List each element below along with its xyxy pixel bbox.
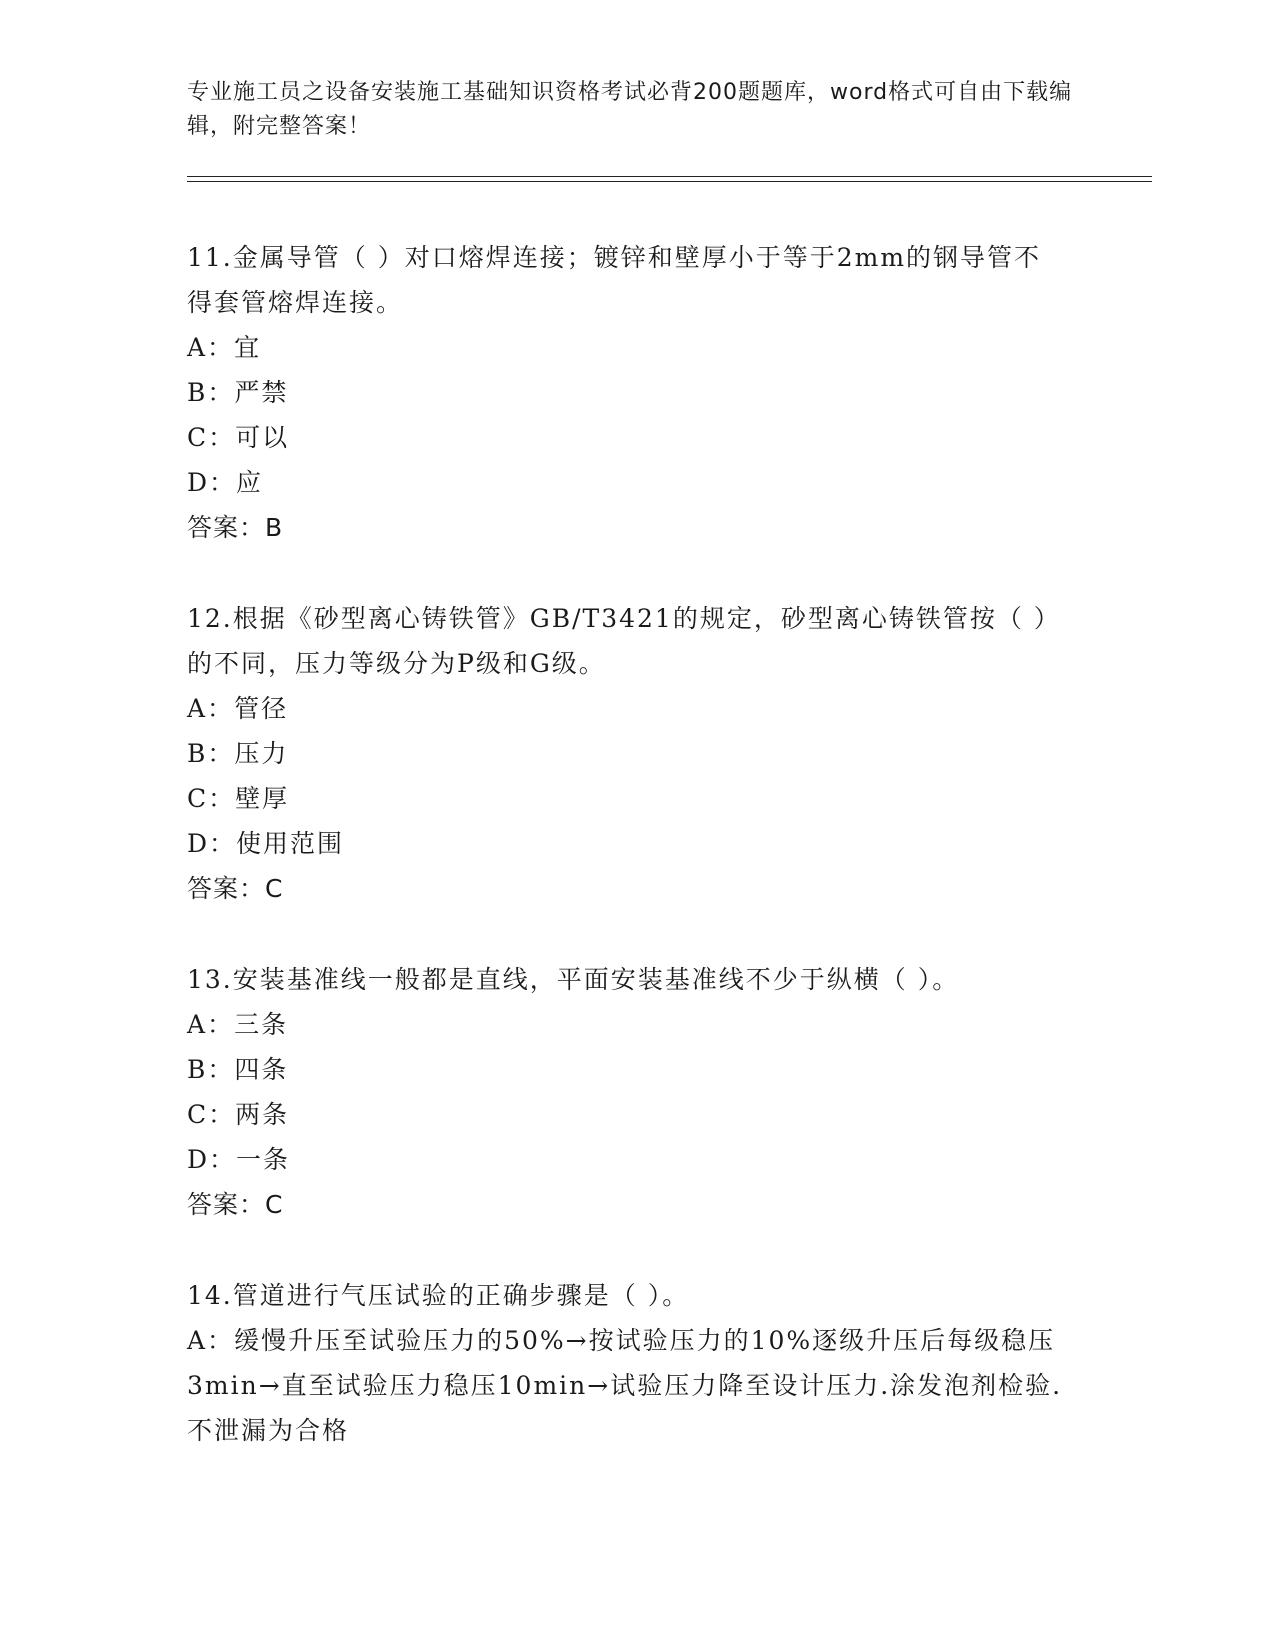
option-letter: B： — [187, 739, 235, 768]
option-a — [187, 1318, 1067, 1453]
option-text: 壁厚 — [235, 784, 290, 813]
option-letter: A： — [187, 1010, 235, 1039]
option-a — [187, 325, 1067, 370]
option-d — [187, 1137, 1067, 1182]
question-list — [187, 235, 1067, 1499]
option-text: 可以 — [235, 423, 290, 452]
option-text: 两条 — [235, 1100, 290, 1129]
option-text: 应 — [236, 468, 264, 497]
option-text: 一条 — [236, 1145, 291, 1174]
question-text: 13.安装基准线一般都是直线，平面安装基准线不少于纵横（ ）。 — [187, 965, 960, 994]
question-text: 14.管道进行气压试验的正确步骤是（ ）。 — [187, 1281, 690, 1310]
option-letter: A： — [187, 1326, 235, 1355]
option-letter: A： — [187, 333, 235, 362]
question-14 — [187, 1273, 1067, 1453]
option-letter: D： — [187, 468, 237, 497]
option-b — [187, 731, 1067, 776]
option-c — [187, 1092, 1067, 1137]
option-text: 压力 — [234, 739, 289, 768]
option-letter: A： — [187, 694, 235, 723]
option-text: 严禁 — [234, 378, 289, 407]
option-letter: C： — [187, 784, 236, 813]
question-13 — [187, 957, 1067, 1227]
header-divider-bottom — [187, 181, 1152, 182]
document-header: 专业施工员之设备安装施工基础知识资格考试必背200题题库，word格式可自由下载编辑，附完整答案！ — [187, 80, 1073, 139]
option-b — [187, 1047, 1067, 1092]
option-d — [187, 821, 1067, 866]
option-text: 三条 — [234, 1010, 289, 1039]
option-d — [187, 460, 1067, 505]
option-letter: C： — [187, 423, 236, 452]
option-letter: B： — [187, 1055, 235, 1084]
option-letter: C： — [187, 1100, 236, 1129]
option-a — [187, 1002, 1067, 1047]
option-letter: D： — [187, 829, 237, 858]
option-text: 使用范围 — [236, 829, 345, 858]
option-a — [187, 686, 1067, 731]
option-text: 宜 — [234, 333, 262, 362]
option-c — [187, 415, 1067, 460]
option-c — [187, 776, 1067, 821]
answer-line: 答案：C — [187, 874, 284, 903]
option-text: 四条 — [234, 1055, 289, 1084]
question-text: 11.金属导管（ ）对口熔焊连接；镀锌和壁厚小于等于2mm的钢导管不得套管熔焊连接。 — [187, 243, 1042, 317]
header-divider-top — [187, 176, 1152, 177]
question-11 — [187, 235, 1067, 550]
option-b — [187, 370, 1067, 415]
option-text: 管径 — [234, 694, 289, 723]
question-12 — [187, 596, 1067, 911]
option-letter: B： — [187, 378, 235, 407]
option-letter: D： — [187, 1145, 237, 1174]
answer-line: 答案：B — [187, 513, 284, 542]
option-text: 缓慢升压至试验压力的50%→按试验压力的10%逐级升压后每级稳压3min→直至试验压力稳压10min→试验压力降至设计压力.涂发泡剂检验.不泄漏为合格 — [187, 1326, 1063, 1445]
answer-line: 答案：C — [187, 1190, 284, 1219]
question-text: 12.根据《砂型离心铸铁管》GB/T3421的规定，砂型离心铸铁管按（ ）的不同，压力等级分为P级和G级。 — [187, 604, 1061, 678]
